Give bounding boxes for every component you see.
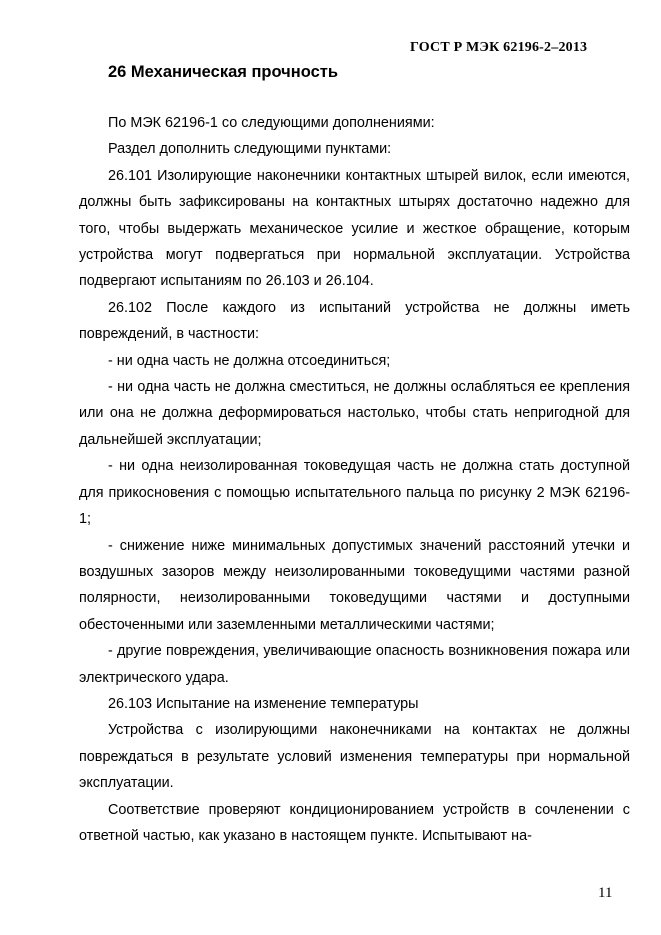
list-item-live-part: - ни одна неизолированная токоведущая часть не должна стать доступной для прикосновения с помощью испытательного пальца по рисунку 2 МЭК 62196-1; bbox=[79, 458, 630, 528]
paragraph-compliance: Соответствие проверяют кондиционированием устройств в сочленении с ответной частью, как указано в настоящем пункте. Испытывают на- bbox=[79, 801, 630, 844]
list-item-shift: - ни одна часть не должна сместиться, не должны ослабляться ее крепления или она не должна деформироваться настолько, чтобы стать непригодной для дальнейшей эксплуатации; bbox=[79, 379, 630, 448]
paragraph-26-103-title: 26.103 Испытание на изменение температуры bbox=[108, 695, 419, 712]
paragraph-26-103-body: Устройства с изолирующими наконечниками на контактах не должны повреждаться в результате условий изменения температуры при нормальной эксплуатации. bbox=[79, 722, 630, 792]
section-title: 26 Механическая прочность bbox=[108, 63, 338, 81]
list-item-clearance: - снижение ниже минимальных допустимых значений расстояний утечки и воздушных зазоров между неизолированными токоведущими частями разной полярности, неизолированными токоведущими частями и доступными обесточенными или заземленными металлическими частями; bbox=[79, 537, 630, 633]
list-item-detach: - ни одна часть не должна отсоединиться; bbox=[108, 352, 391, 369]
paragraph-26-102: 26.102 После каждого из испытаний устройства не должны иметь повреждений, в частности: bbox=[79, 299, 630, 343]
page-number: 11 bbox=[598, 885, 613, 901]
list-item-other-damage: - другие повреждения, увеличивающие опасность возникновения пожара или электрического удара. bbox=[79, 643, 630, 686]
paragraph-intro: По МЭК 62196-1 со следующими дополнениями: bbox=[108, 115, 435, 131]
paragraph-add-items: Раздел дополнить следующими пунктами: bbox=[108, 141, 392, 158]
body-text bbox=[79, 110, 630, 849]
standard-header: ГОСТ Р МЭК 62196-2–2013 bbox=[410, 40, 588, 55]
paragraph-26-101: 26.101 Изолирующие наконечники контактных штырей вилок, если имеются, должны быть зафиксированы на контактных штырях достаточно надежно для того, чтобы выдержать механическое усилие и жесткое обращение, которым устройства могут подвергаться при нормальной эксплуатации. Устройства подвергают испытаниям по 26.103 и 26.104. bbox=[79, 167, 630, 290]
